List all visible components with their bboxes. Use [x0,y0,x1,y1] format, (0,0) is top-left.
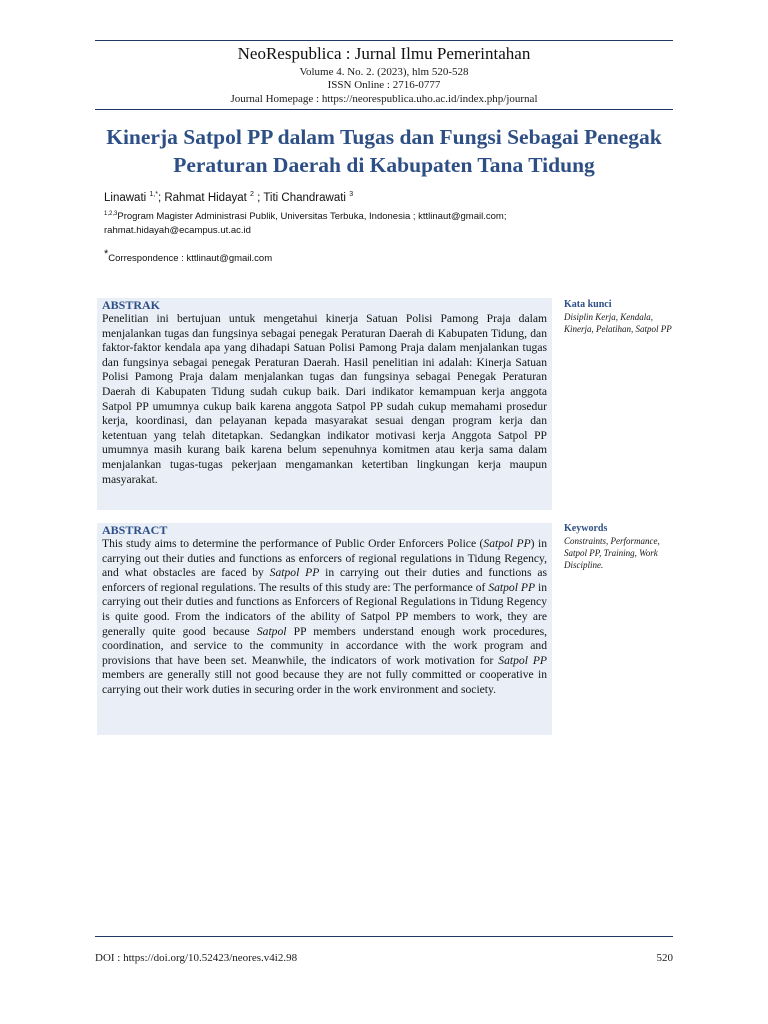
affiliation [104,207,554,238]
article-title-line-2: Peraturan Daerah di Kabupaten Tana Tidung [173,153,595,177]
abstrak-text: Penelitian ini bertujuan untuk mengetahui kinerja Satuan Polisi Pamong Praja dalam menjalankan tugas dan fungsinya sebagai penegak Peraturan Daerah di Kabupaten Tidung, dan faktor-faktor kendala apa yang dihadapi Satuan Polisi Pamong Praja dalam menjalankan tugas dan fungsinya sebagai penegak Peraturan Daerah. Hasil penelitian ini adalah: Kinerja Satuan Polisi Pamong Praja dalam menjalankan tugas dan fungsinya sebagai Penegak Peraturan Daerah di Kabupaten Tidung sudah cukup baik. Dari indikator kemampuan kerja anggota Satpol PP umumnya cukup baik karena anggota Satpol PP sudah cukup memahami prosedur kerja, koordinasi, dan pelayanan kepada masyarakat sesuai dengan program kerja dan ketentuan yang telah ditetapkan. Sedangkan indikator motivasi kerja Anggota Satpol PP umumnya masih kurang baik karena belum sepenuhnya komitmen atau kerja sama dalam menjalankan tugas-tugas pekerjaan mengamankan ketertiban lingkungan kerja maupun masyarakat. [102,312,547,486]
kata-kunci-text: Disiplin Kerja, Kendala, Kinerja, Pelatihan, Satpol PP [564,312,672,334]
abstract-part-2: ) in carrying out their duties and functions as enforcers of regional regulations in Tidung Regency, and what obstacles are faced by [102,537,547,580]
abstrak-heading: ABSTRAK [102,298,161,312]
abstrak-section [97,298,552,510]
keywords-heading: Keywords [564,523,608,534]
affiliation-sup: 1,2,3 [104,211,118,217]
keywords-section [564,523,676,571]
journal-volume: Volume 4. No. 2. (2023), hlm 520-528 [299,66,469,78]
author-2: ; Rahmat Hidayat [157,191,247,204]
abstract-heading: ABSTRACT [102,523,168,537]
kata-kunci-heading: Kata kunci [564,299,612,310]
abstract-italic-4: Satpol [256,624,287,638]
abstract-part-6: members are generally still not good because they are not fully committed or cooperative in carrying out their work duties in securing order in the work environment and society. [102,668,547,696]
journal-homepage[interactable]: Journal Homepage : https://neorespublica.uho.ac.id/index.php/journal [230,93,538,105]
abstract-part-3: in carrying out their duties and functions as enforcers of regional regulations. The results of this study are: The performance of [102,566,547,594]
author-list [104,191,353,204]
correspondence-text: Correspondence : kttlinaut@gmail.com [108,253,273,265]
abstract-italic-2: Satpol PP [269,566,320,580]
footer-rule [95,936,673,937]
abstract-italic-5: Satpol PP [498,653,547,667]
header-rule-bottom [95,109,673,110]
affiliation-line-1: Program Magister Administrasi Publik, Universitas Terbuka, Indonesia ; kttlinaut@gmail.com; [117,211,507,223]
article-title [95,123,673,179]
author-2-sup: 2 [250,191,254,198]
correspondence-mark: * [104,248,109,260]
keywords-text: Constraints, Performance, Satpol PP, Training, Work Discipline. [564,536,660,570]
kata-kunci-section [564,299,676,335]
author-3-sup: 3 [349,191,354,198]
doi-link[interactable]: DOI : https://doi.org/10.52423/neores.v4i2.98 [95,952,298,964]
abstract-text [102,537,547,698]
journal-title: NeoRespublica : Jurnal Ilmu Pemerintahan [237,44,531,63]
journal-issn: ISSN Online : 2716-0777 [327,79,441,91]
author-1-sup: 1,* [149,191,158,198]
author-3: ; Titi Chandrawati [253,191,346,204]
abstract-section [97,523,552,735]
abstract-part-4: in carrying out their duties and functions as Enforcers of Regional Regulations in Tidung Regency is quite good. From the indicators of the ability of Satpol PP members to work, they are generally quite good because [102,580,547,638]
correspondence [104,248,272,264]
abstract-part-5: PP members understand enough work procedures, coordination, and service to the community in accordance with the work program and provisions that have been set. Meanwhile, the indicators of work motivation for [102,624,547,667]
article-title-line-1: Kinerja Satpol PP dalam Tugas dan Fungsi Sebagai Penegak [106,125,662,149]
abstract-italic-3: Satpol PP [488,580,536,594]
header-rule-top [95,40,673,41]
author-1: Linawati [104,191,147,204]
page-number: 520 [656,952,673,964]
affiliation-line-2: rahmat.hidayah@ecampus.ut.ac.id [104,225,251,237]
abstract-italic-1: Satpol PP [483,537,531,550]
abstract-part-1: This study aims to determine the performance of Public Order Enforcers Police ( [102,537,484,550]
